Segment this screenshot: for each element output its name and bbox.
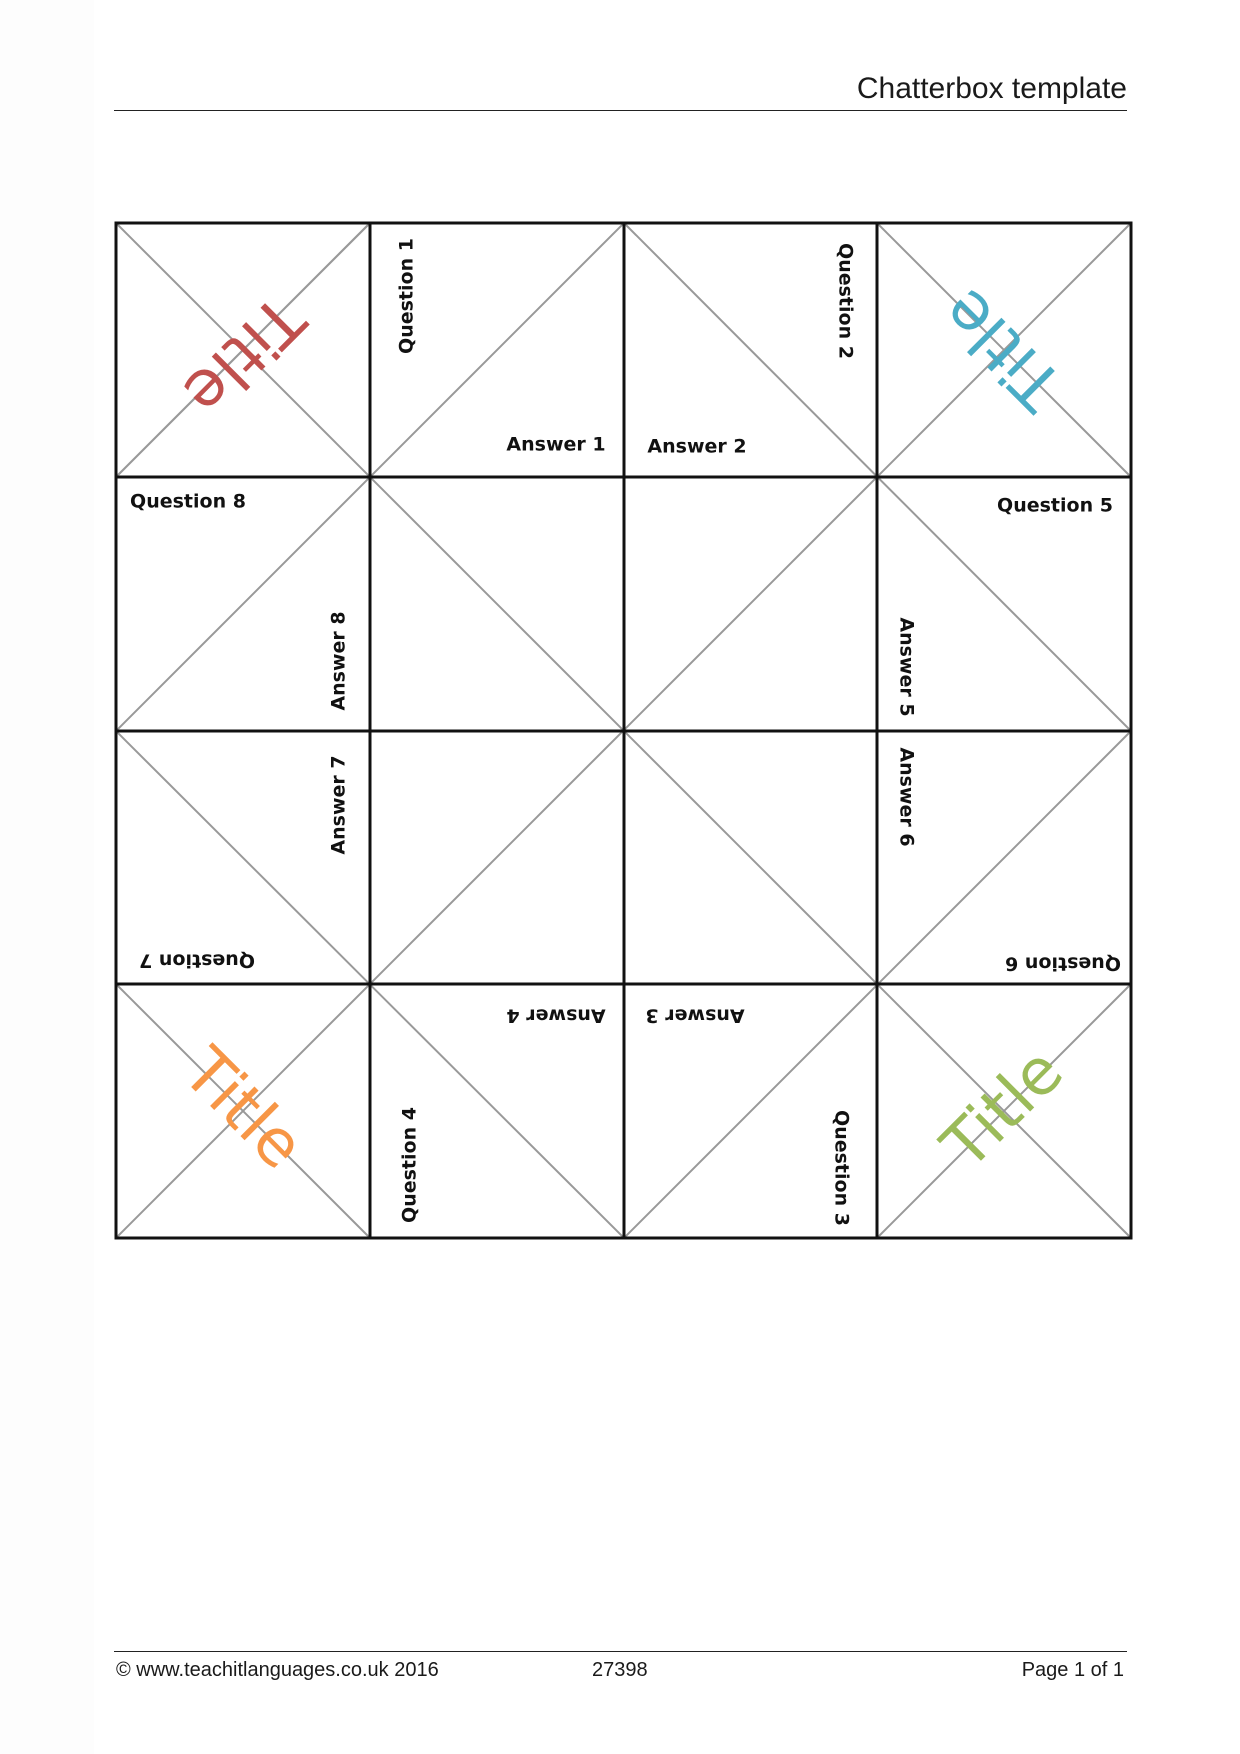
footer-copyright: © www.teachitlanguages.co.uk 2016	[116, 1659, 439, 1681]
answer-2-label: Answer 2	[647, 435, 747, 458]
question-3-label: Question 3	[830, 1110, 853, 1226]
answer-3-label: Answer 3	[645, 1004, 745, 1027]
title-bottom-left: Title	[168, 1034, 318, 1184]
question-8-label: Question 8	[130, 490, 246, 513]
page-title: Chatterbox template	[856, 72, 1127, 105]
question-4-label: Question 4	[398, 1107, 421, 1223]
footer-code: 27398	[592, 1659, 648, 1681]
question-5-label: Question 5	[997, 494, 1113, 517]
question-1-label: Question 1	[395, 238, 418, 354]
question-6-label: Question 6	[1005, 952, 1121, 975]
answer-5-label: Answer 5	[895, 617, 918, 717]
title-bottom-right: Title	[928, 1034, 1078, 1184]
title-top-left: Title	[168, 280, 318, 430]
title-top-right: Title	[928, 274, 1078, 424]
answer-4-label: Answer 4	[506, 1004, 606, 1027]
question-7-label: Question 7	[139, 949, 255, 972]
footer-page-number: Page 1 of 1	[1021, 1659, 1124, 1681]
question-2-label: Question 2	[834, 243, 857, 359]
answer-6-label: Answer 6	[895, 747, 918, 847]
answer-8-label: Answer 8	[327, 611, 350, 711]
answer-1-label: Answer 1	[506, 433, 606, 456]
answer-7-label: Answer 7	[327, 755, 350, 855]
footer-rule	[114, 1651, 1127, 1652]
